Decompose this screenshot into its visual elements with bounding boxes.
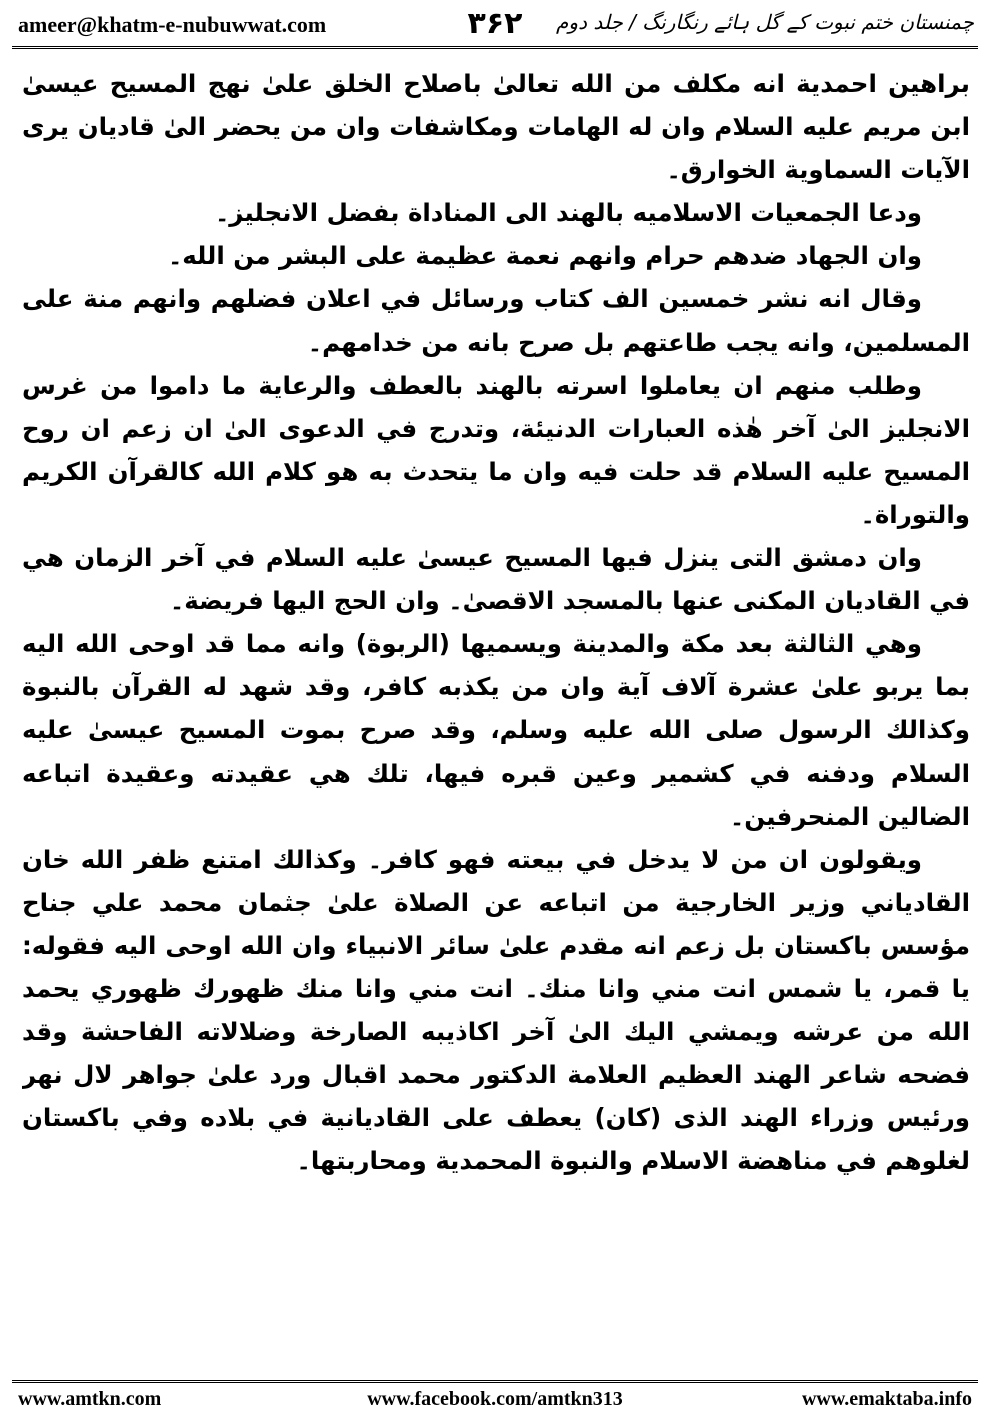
paragraph-3: وان الجهاد ضدهم حرام وانهم نعمة عظيمة على البشر من الله۔	[167, 241, 922, 271]
page-footer	[12, 1388, 978, 1416]
header-email: ameer@khatm-e-nubuwwat.com	[18, 12, 327, 37]
footer-link-facebook[interactable]: www.facebook.com/amtkn313	[367, 1388, 623, 1410]
paragraph-4: وقال انه نشر خمسين الف كتاب ورسائل في اعلان فضلهم وانهم منة على المسلمين، وانه يجب طاعتهم بل صرح بانه من خدامهم۔	[22, 284, 970, 357]
body-text	[22, 62, 970, 1378]
paragraph-7: وهي الثالثة بعد مكة والمدينة ويسميها (الربوة) وانه مما قد اوحى الله اليه بما يربو علىٰ عشرة آلاف آية وان من يكذبه كافر، وقد شهد له القرآن بالنبوة وكذالك الرسول صلى الله عليه وسلم، وقد صرح بموت المسيح عيسىٰ عليه السلام ودفنه في كشمير وعين قبره فيها، تلك هي عقيدته وعقيدة اتباعه الضالين المنحرفين۔	[22, 629, 970, 831]
footer-link-emaktaba[interactable]: www.emaktaba.info	[801, 1388, 972, 1410]
header-divider	[12, 46, 978, 51]
paragraph-2: ودعا الجمعيات الاسلاميه بالهند الى المناداة بفضل الانجليز۔	[214, 198, 922, 228]
paragraph-1: براهين احمدية انه مكلف من الله تعالىٰ باصلاح الخلق علىٰ نهج المسيح عيسىٰ ابن مريم عليه السلام وان له الهامات ومكاشفات وان من يحضر الىٰ قاديان يرى الآيات السماوية الخوارق۔	[22, 69, 970, 185]
footer-divider	[12, 1380, 978, 1385]
paragraph-6: وان دمشق التى ينزل فيها المسيح عيسىٰ عليه السلام في آخر الزمان هي في القاديان المكنى عنها بالمسجد الاقصىٰ۔ وان الحج اليها فريضة۔	[22, 543, 970, 616]
paragraph-5: وطلب منهم ان يعاملوا اسرته بالهند بالعطف والرعاية ما داموا من غرس الانجليز الىٰ آخر هٰذه العبارات الدنيئة، وتدرج في الدعوى الىٰ ان زعم ان روح المسيح عليه السلام قد حلت فيه وان ما يتحدث به هو كلام الله كالقرآن الكريم والتوراة۔	[22, 370, 970, 529]
book-title: چمنستان ختم نبوت کے گل ہائے رنگارنگ / جلد دوم	[556, 10, 974, 34]
page-number: ۳۶۲	[467, 6, 523, 41]
page-header	[12, 6, 978, 42]
footer-link-amtkn[interactable]: www.amtkn.com	[18, 1388, 162, 1410]
paragraph-8: ويقولون ان من لا يدخل في بيعته فهو كافر۔ وكذالك امتنع ظفر الله خان القادياني وزير الخارجية من اتباعه عن الصلاة علىٰ جثمان محمد علي جناح مؤسس باكستان بل زعم انه مقدم علىٰ سائر الانبياء وان الله اوحى اليه فقوله: يا قمر، يا شمس انت مني وانا منك۔ انت مني وانا منك ظهورك ظهوري يحمد الله من عرشه ويمشي اليك الىٰ آخر اكاذيبه الصارخة وضلالاته الفاحشة وقد فضحه شاعر الهند العظيم العلامة الدكتور محمد اقبال ورد علىٰ جواهر لال نهر ورئيس وزراء الهند الذى (كان) يعطف على القاديانية في بلاده وفي باكستان لغلوهم في مناهضة الاسلام والنبوة المحمدية ومحاربتها۔	[22, 844, 970, 1176]
